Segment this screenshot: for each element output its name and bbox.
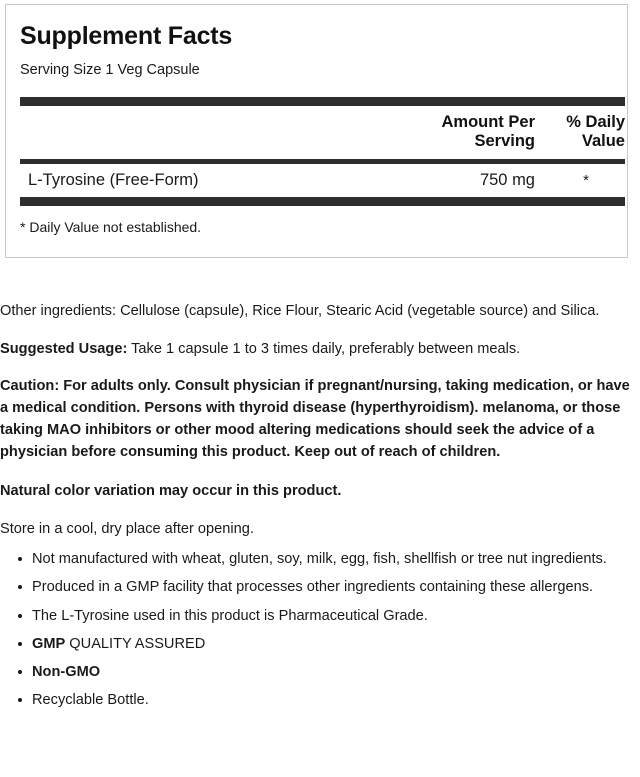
- column-header-dv-line2: Value: [581, 132, 625, 151]
- column-header-amount-per-serving: [337, 113, 547, 152]
- nutrient-daily-value: *: [583, 171, 589, 189]
- suggested-usage-text: Take 1 capsule 1 to 3 times daily, preferably between meals.: [127, 341, 521, 358]
- claim-text: Produced in a GMP facility that processes other ingredients containing these allergens.: [32, 579, 594, 596]
- column-header-row: [20, 113, 625, 152]
- other-ingredients-text: Cellulose (capsule), Rice Flour, Stearic Acid (vegetable source) and Silica.: [116, 303, 600, 319]
- natural-color-paragraph: Natural color variation may occur in this product.: [0, 482, 342, 499]
- bullet-icon: [18, 614, 22, 618]
- nutrient-amount: 750 mg: [479, 170, 535, 189]
- list-item: [0, 634, 620, 655]
- suggested-usage-label: Suggested Usage:: [0, 341, 128, 358]
- bullet-icon: [18, 557, 22, 561]
- label-body-copy: [0, 300, 640, 718]
- serving-size-text: Serving Size 1 Veg Capsule: [20, 62, 200, 78]
- bullet-icon: [18, 642, 22, 646]
- column-header-amount-line2: Serving: [474, 132, 535, 151]
- column-header-daily-value: [547, 113, 625, 152]
- claim-text: QUALITY ASSURED: [65, 635, 206, 652]
- table-row: [20, 164, 625, 198]
- column-header-amount-line1: Amount Per: [441, 112, 535, 131]
- nutrient-name: L-Tyrosine (Free-Form): [28, 170, 199, 189]
- supplement-facts-panel: [5, 4, 628, 258]
- claim-bold-prefix: GMP: [32, 635, 66, 652]
- bullet-icon: [18, 698, 22, 702]
- bullet-icon: [18, 585, 22, 589]
- list-item: [0, 577, 620, 598]
- column-header-dv-line1: % Daily: [566, 112, 625, 131]
- header-bottom-space: [15, 152, 618, 159]
- claim-bold-prefix: Non-GMO: [32, 663, 101, 680]
- rule-top-thick: [20, 97, 625, 106]
- daily-value-footnote: * Daily Value not established.: [20, 219, 202, 236]
- suggested-usage-paragraph: [0, 338, 636, 360]
- panel-title: Supplement Facts: [20, 22, 233, 50]
- header-spacer: [20, 113, 337, 152]
- claim-text: The L-Tyrosine used in this product is Pharmaceutical Grade.: [32, 607, 428, 624]
- caution-paragraph: Caution: For adults only. Consult physician if pregnant/nursing, taking medication, or have a medical condition. Persons with thyroid disease (hyperthyroidism). melanoma, or those taking MAO inhibitors or other mood altering medications should seek the advice of a physician before consuming this product. Keep out of reach of children.: [0, 378, 630, 461]
- claim-text: Recyclable Bottle.: [32, 692, 149, 709]
- storage-paragraph: Store in a cool, dry place after opening.: [0, 521, 254, 538]
- list-item: [0, 662, 620, 683]
- other-ingredients-paragraph: [0, 300, 614, 322]
- product-claims-list: [0, 549, 640, 711]
- bullet-icon: [18, 670, 22, 674]
- list-item: [0, 690, 620, 711]
- list-item: [0, 549, 620, 570]
- claim-text: Not manufactured with wheat, gluten, soy, milk, egg, fish, shellfish or tree nut ingredients.: [32, 551, 607, 568]
- rule-bottom-thick: [20, 197, 625, 206]
- other-ingredients-label: Other ingredients:: [0, 303, 117, 319]
- list-item: [0, 606, 620, 627]
